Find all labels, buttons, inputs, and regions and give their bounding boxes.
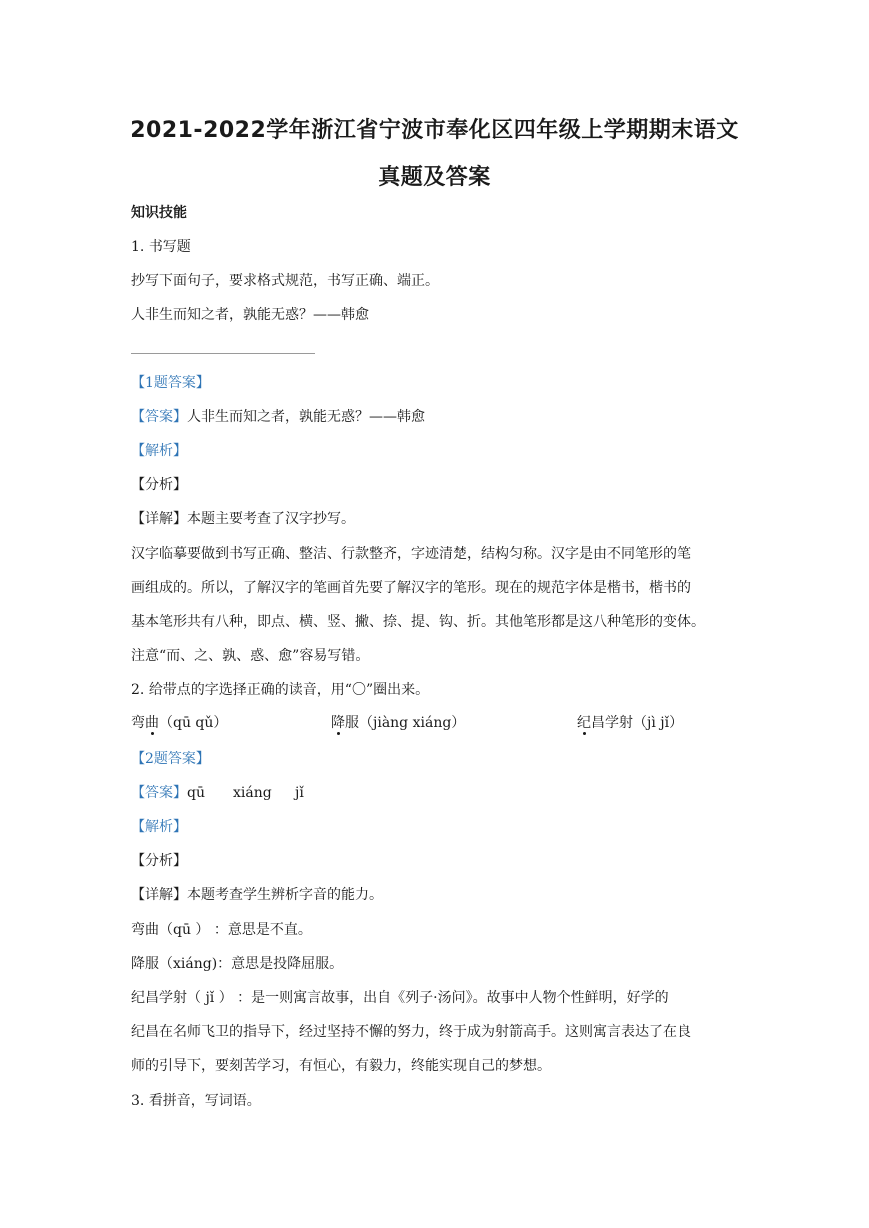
q2-detail (131, 885, 383, 905)
q1-para-line: 画组成的。所以，了解汉字的笔画首先要了解汉字的笔形。现在的规范字体是楷书，楷书的 (131, 580, 691, 596)
section-heading: 知识技能 (131, 205, 187, 221)
q1-sentence: 人非生而知之者，孰能无惑？——韩愈 (131, 307, 369, 323)
q2-heading (131, 680, 429, 700)
q1-para-line: 汉字临摹要做到书写正确、整洁、行款整齐，字迹清楚，结构匀称。汉字是由不同笔形的笔 (131, 546, 691, 562)
q3-heading (131, 1091, 261, 1111)
q2-item-post: 服（jiàng xiáng） (345, 715, 466, 731)
q2-detail-label: 【详解】 (131, 887, 187, 903)
q2-explain-line: 纪昌学射（ jǐ ） ：是一则寓言故事，出自《列子·汤问》。故事中人物个性鲜明，好学的 (131, 990, 669, 1006)
q1-para-line: 基本笔形共有八种，即点、横、竖、撇、捺、提、钩、折。其他笔形都是这八种笔形的变体。 (131, 614, 705, 630)
q2-answer-value: jǐ (295, 785, 304, 801)
q2-answer-value: xiáng (233, 785, 272, 801)
q2-explain-line: 降服（xiáng)：意思是投降屈服。 (131, 956, 344, 972)
q1-fenxi: 【分析】 (131, 477, 187, 493)
q2-item (131, 713, 227, 733)
q2-item-dotted-char: 降 (331, 715, 345, 731)
q1-detail-label: 【详解】 (131, 511, 187, 527)
q3-heading-text: 看拼音，写词语。 (148, 1093, 261, 1109)
q2-item-post: 昌学射（jì jǐ） (591, 715, 684, 731)
q2-item (331, 713, 465, 733)
q2-answer-label: 【答案】 (131, 785, 187, 801)
q2-item-dotted-char: 纪 (577, 715, 591, 731)
q2-item-pre: 弯 (131, 715, 145, 731)
q2-item (577, 713, 683, 733)
q1-detail (131, 509, 355, 529)
q1-answer-text: 人非生而知之者，孰能无惑？——韩愈 (187, 409, 425, 425)
q1-jiexi: 【解析】 (131, 443, 187, 459)
q3-number: 3. (131, 1093, 145, 1109)
q1-detail-text: 本题主要考查了汉字抄写。 (187, 511, 355, 527)
q1-para-line: 注意“而、之、孰、惑、愈”容易写错。 (131, 648, 370, 664)
q1-heading (131, 237, 191, 257)
q1-answer-header: 【1题答案】 (131, 375, 210, 391)
answer-blank-line (131, 353, 315, 354)
q2-answer (131, 783, 304, 803)
q2-item-post: （qū qǔ） (159, 715, 228, 731)
q1-answer-label: 【答案】 (131, 409, 187, 425)
q2-number: 2. (131, 682, 145, 698)
q1-heading-text: 书写题 (148, 239, 191, 255)
q2-explain-line: 弯曲（qū ） ：意思是不直。 (131, 922, 312, 938)
q2-jiexi: 【解析】 (131, 819, 187, 835)
q1-number: 1. (131, 239, 145, 255)
q2-answer-value: qū (187, 785, 205, 801)
q2-detail-text: 本题考查学生辨析字音的能力。 (187, 887, 383, 903)
q1-instruction: 抄写下面句子，要求格式规范，书写正确、端正。 (131, 273, 439, 289)
q2-fenxi: 【分析】 (131, 853, 187, 869)
q2-answer-header: 【2题答案】 (131, 751, 210, 767)
q2-item-dotted-char: 曲 (145, 715, 159, 731)
doc-title-line1: 2021-2022学年浙江省宁波市奉化区四年级上学期期末语文 (130, 118, 739, 143)
q1-answer (131, 407, 425, 427)
q2-explain-line: 纪昌在名师飞卫的指导下，经过坚持不懈的努力，终于成为射箭高手。这则寓言表达了在良 (131, 1024, 691, 1040)
doc-title-line2: 真题及答案 (378, 165, 491, 190)
q2-heading-text: 给带点的字选择正确的读音，用“〇”圈出来。 (148, 682, 430, 698)
q2-explain-line: 师的引导下，要刻苦学习，有恒心，有毅力，终能实现自己的梦想。 (131, 1058, 551, 1074)
